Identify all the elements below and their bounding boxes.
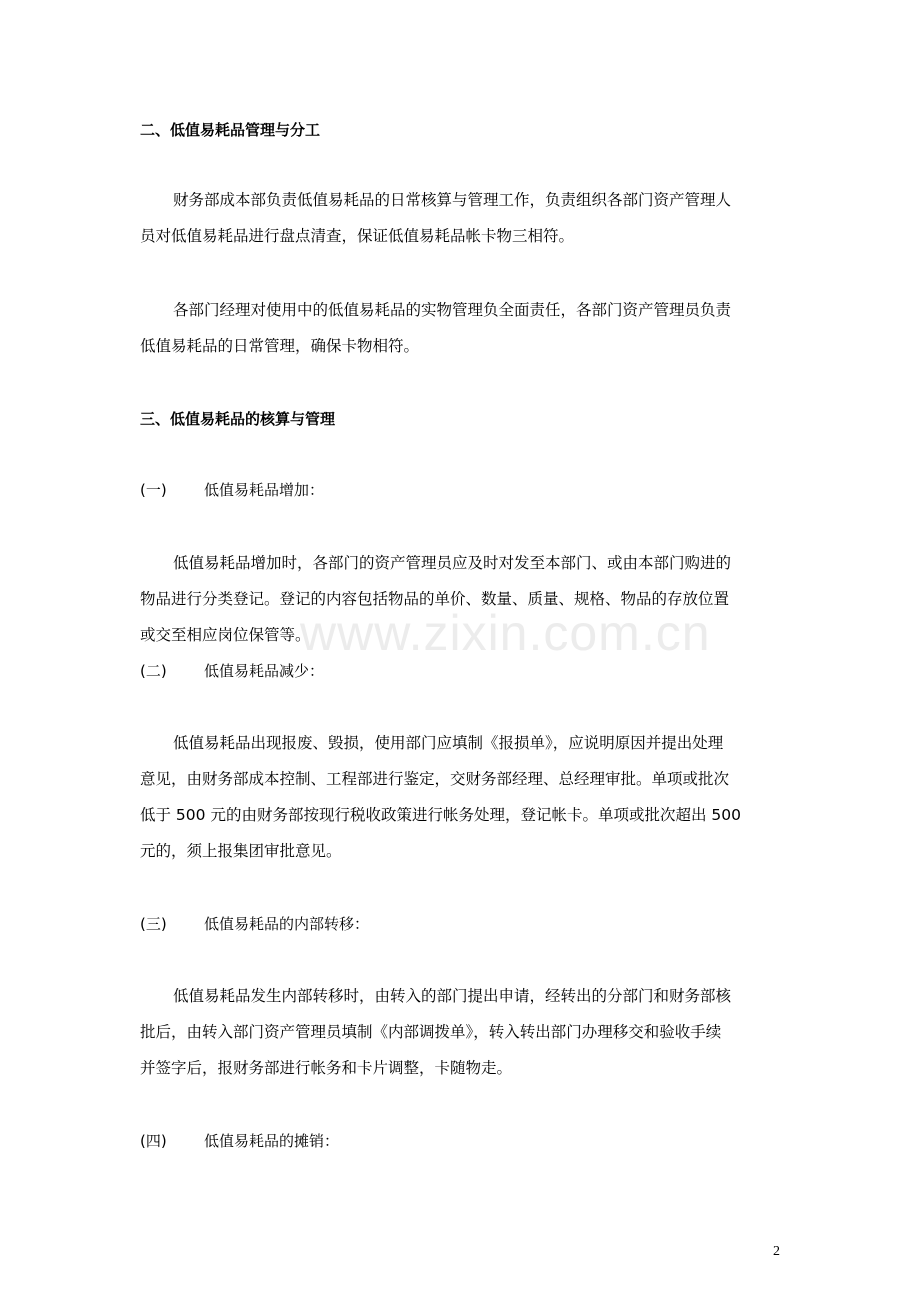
section-3-heading: 三、低值易耗品的核算与管理 (140, 410, 336, 428)
paragraph-line: 意见，由财务部成本控制、工程部进行鉴定，交财务部经理、总经理审批。单项或批次 (140, 770, 730, 788)
subsection-number: (一) (140, 481, 167, 499)
paragraph-line: 元的，须上报集团审批意见。 (140, 842, 342, 860)
subsection-3-heading (140, 914, 369, 934)
subsection-number: (二) (140, 662, 167, 680)
subsection-1-heading (140, 480, 324, 500)
subsection-2-heading (140, 661, 324, 681)
paragraph-line: 批后，由转入部门资产管理员填制《内部调拨单》，转入转出部门办理移交和验收手续 (140, 1023, 722, 1041)
paragraph-line: 物品进行分类登记。登记的内容包括物品的单价、数量、质量、规格、物品的存放位置 (140, 590, 730, 608)
subsection-title: 低值易耗品减少： (204, 662, 325, 680)
paragraph-line: 低值易耗品出现报废、毁损，使用部门应填制《报损单》，应说明原因并提出处理 (173, 734, 724, 752)
paragraph-line: 财务部成本部负责低值易耗品的日常核算与管理工作，负责组织各部门资产管理人 (173, 191, 732, 209)
paragraph-line: 各部门经理对使用中的低值易耗品的实物管理负全面责任，各部门资产管理员负责 (173, 301, 732, 319)
subsection-2-body (140, 725, 800, 869)
subsection-1-body (140, 545, 800, 653)
watermark: www.zixin.com.cn (300, 605, 711, 661)
paragraph-line: 低于 500 元的由财务部按现行税收政策进行帐务处理，登记帐卡。单项或批次超出 500 (140, 806, 741, 824)
paragraph-line: 或交至相应岗位保管等。 (140, 626, 311, 644)
page-number: 2 (773, 1244, 780, 1259)
subsection-title: 低值易耗品的摊销： (204, 1132, 340, 1150)
paragraph-line: 员对低值易耗品进行盘点清查，保证低值易耗品帐卡物三相符。 (140, 227, 575, 245)
paragraph-line: 并签字后，报财务部进行帐务和卡片调整，卡随物走。 (140, 1059, 513, 1077)
subsection-number: (三) (140, 915, 167, 933)
paragraph-line: 低值易耗品增加时，各部门的资产管理员应及时对发至本部门、或由本部门购进的 (173, 554, 732, 572)
subsection-number: (四) (140, 1132, 167, 1150)
section-2-paragraph-1 (140, 182, 800, 254)
paragraph-line: 低值易耗品发生内部转移时，由转入的部门提出申请，经转出的分部门和财务部核 (173, 987, 732, 1005)
subsection-title: 低值易耗品增加： (204, 481, 325, 499)
section-2-heading: 二、低值易耗品管理与分工 (140, 121, 321, 139)
paragraph-line: 低值易耗品的日常管理，确保卡物相符。 (140, 337, 420, 355)
subsection-4-heading (140, 1131, 339, 1151)
subsection-title: 低值易耗品的内部转移： (204, 915, 370, 933)
subsection-3-body (140, 978, 800, 1086)
section-2-paragraph-2 (140, 292, 800, 364)
